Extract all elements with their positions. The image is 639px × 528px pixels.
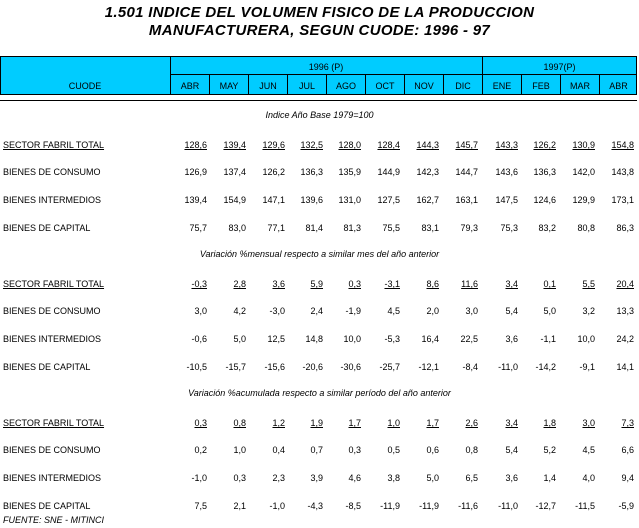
table-row [0, 473, 639, 485]
value-cell: 142,3 [416, 167, 439, 177]
value-cell: -9,1 [579, 362, 595, 372]
month-header: ABR [180, 81, 200, 91]
value-cell: 83,1 [421, 223, 439, 233]
header-rule [0, 100, 637, 101]
value-cell: 143,6 [495, 167, 518, 177]
value-cell: 1,0 [387, 418, 400, 428]
value-cell: 163,1 [455, 195, 478, 205]
value-cell: 81,4 [305, 223, 323, 233]
value-cell: 129,6 [262, 140, 285, 150]
value-cell: 16,4 [421, 334, 439, 344]
value-cell: 132,5 [300, 140, 323, 150]
value-cell: 2,1 [233, 501, 246, 511]
row-label: BIENES DE CONSUMO [3, 167, 101, 177]
value-cell: 3,6 [505, 334, 518, 344]
value-cell: 24,2 [616, 334, 634, 344]
value-cell: -14,2 [535, 362, 556, 372]
value-cell: 2,6 [465, 418, 478, 428]
month-header: AGO [335, 81, 356, 91]
value-cell: -5,9 [618, 501, 634, 511]
value-cell: -1,1 [540, 334, 556, 344]
value-cell: 143,8 [611, 167, 634, 177]
value-cell: 5,4 [505, 306, 518, 316]
value-cell: 0,3 [233, 473, 246, 483]
month-header: DIC [455, 81, 471, 91]
value-cell: 7,3 [621, 418, 634, 428]
table-row [0, 445, 639, 457]
value-cell: 135,9 [338, 167, 361, 177]
value-cell: 14,8 [305, 334, 323, 344]
value-cell: 136,3 [300, 167, 323, 177]
value-cell: 3,2 [582, 306, 595, 316]
value-cell: -8,5 [345, 501, 361, 511]
value-cell: 144,3 [416, 140, 439, 150]
month-header: JUN [259, 81, 277, 91]
row-label: SECTOR FABRIL TOTAL [3, 418, 105, 428]
value-cell: 3,4 [505, 418, 518, 428]
value-cell: 131,0 [338, 195, 361, 205]
value-cell: -15,6 [264, 362, 285, 372]
value-cell: 5,9 [310, 279, 323, 289]
value-cell: -0,3 [191, 279, 207, 289]
total-row [0, 140, 639, 152]
value-cell: 126,2 [262, 167, 285, 177]
value-cell: 3,4 [505, 279, 518, 289]
section-title: Variación %acumulada respecto a similar período del año anterior [188, 388, 451, 398]
value-cell: 127,5 [377, 195, 400, 205]
value-cell: 1,7 [426, 418, 439, 428]
value-cell: 12,5 [267, 334, 285, 344]
value-cell: 3,9 [310, 473, 323, 483]
value-cell: 4,5 [387, 306, 400, 316]
row-label: BIENES INTERMEDIOS [3, 195, 102, 205]
value-cell: -4,3 [307, 501, 323, 511]
value-cell: 5,0 [233, 334, 246, 344]
value-cell: 10,0 [577, 334, 595, 344]
value-cell: 0,3 [348, 279, 361, 289]
value-cell: 7,5 [194, 501, 207, 511]
value-cell: 1,9 [310, 418, 323, 428]
value-cell: 126,9 [184, 167, 207, 177]
value-cell: 80,8 [577, 223, 595, 233]
value-cell: 4,2 [233, 306, 246, 316]
value-cell: 136,3 [533, 167, 556, 177]
value-cell: 1,7 [348, 418, 361, 428]
row-label: SECTOR FABRIL TOTAL [3, 140, 105, 150]
value-cell: 2,0 [426, 306, 439, 316]
year-1997-label: 1997(P) [543, 62, 576, 72]
value-cell: 5,5 [582, 279, 595, 289]
value-cell: -3,1 [384, 279, 400, 289]
value-cell: 8,6 [426, 279, 439, 289]
value-cell: 128,4 [377, 140, 400, 150]
value-cell: 11,6 [461, 279, 478, 289]
value-cell: 154,9 [223, 195, 246, 205]
value-cell: -5,3 [384, 334, 400, 344]
value-cell: -12,7 [535, 501, 556, 511]
cuode-header: CUODE [68, 81, 102, 91]
value-cell: 147,1 [262, 195, 285, 205]
table-row [0, 362, 639, 374]
value-cell: 5,2 [543, 445, 556, 455]
value-cell: 145,7 [455, 140, 478, 150]
value-cell: -10,5 [186, 362, 207, 372]
value-cell: 3,8 [387, 473, 400, 483]
table-row [0, 501, 639, 513]
value-cell: 2,4 [310, 306, 323, 316]
value-cell: 79,3 [460, 223, 478, 233]
row-label: BIENES INTERMEDIOS [3, 473, 102, 483]
value-cell: 0,4 [272, 445, 285, 455]
value-cell: -25,7 [379, 362, 400, 372]
value-cell: 2,8 [233, 279, 246, 289]
value-cell: 0,5 [387, 445, 400, 455]
title-line-1: 1.501 INDICE DEL VOLUMEN FISICO DE LA PRODUCCION [104, 4, 535, 21]
value-cell: 3,0 [194, 306, 207, 316]
value-cell: 144,7 [455, 167, 478, 177]
value-cell: 4,5 [582, 445, 595, 455]
value-cell: 6,6 [621, 445, 634, 455]
row-label: BIENES DE CONSUMO [3, 306, 101, 316]
value-cell: 154,8 [611, 140, 634, 150]
value-cell: 4,0 [582, 473, 595, 483]
value-cell: 3,0 [582, 418, 595, 428]
source-note: FUENTE: SNE - MITINCI [3, 515, 104, 525]
value-cell: 143,3 [495, 140, 518, 150]
value-cell: 20,4 [616, 279, 634, 289]
value-cell: 1,4 [543, 473, 556, 483]
value-cell: -20,6 [302, 362, 323, 372]
value-cell: 128,0 [338, 140, 361, 150]
value-cell: 0,2 [194, 445, 207, 455]
month-header: NOV [414, 81, 434, 91]
value-cell: 0,8 [233, 418, 246, 428]
value-cell: 3,6 [505, 473, 518, 483]
value-cell: 3,0 [465, 306, 478, 316]
value-cell: 0,8 [465, 445, 478, 455]
value-cell: 173,1 [611, 195, 634, 205]
table-row [0, 223, 639, 235]
month-header: FEB [532, 81, 550, 91]
value-cell: -3,0 [269, 306, 285, 316]
value-cell: 75,5 [382, 223, 400, 233]
month-header: MAR [570, 81, 590, 91]
table-row [0, 167, 639, 179]
value-cell: 2,3 [272, 473, 285, 483]
value-cell: 4,6 [348, 473, 361, 483]
row-label: BIENES DE CAPITAL [3, 362, 91, 372]
year-1996-label: 1996 (P) [308, 62, 344, 72]
value-cell: 83,2 [538, 223, 556, 233]
total-row [0, 279, 639, 291]
value-cell: 1,8 [543, 418, 556, 428]
value-cell: -1,0 [191, 473, 207, 483]
value-cell: 10,0 [343, 334, 361, 344]
total-row [0, 418, 639, 430]
value-cell: -30,6 [340, 362, 361, 372]
value-cell: 1,0 [233, 445, 246, 455]
row-label: BIENES DE CONSUMO [3, 445, 101, 455]
value-cell: 144,9 [377, 167, 400, 177]
value-cell: 0,6 [426, 445, 439, 455]
value-cell: 5,0 [543, 306, 556, 316]
value-cell: -11,5 [575, 501, 595, 511]
value-cell: -8,4 [462, 362, 478, 372]
value-cell: 86,3 [616, 223, 634, 233]
value-cell: 137,4 [223, 167, 246, 177]
month-header: ABR [609, 81, 628, 91]
value-cell: -11,6 [458, 501, 478, 511]
value-cell: 77,1 [267, 223, 285, 233]
month-header: MAY [219, 81, 239, 91]
value-cell: 142,0 [572, 167, 595, 177]
value-cell: 126,2 [533, 140, 556, 150]
value-cell: -11,0 [498, 362, 518, 372]
row-label: BIENES DE CAPITAL [3, 223, 91, 233]
section-title: Variación %mensual respecto a similar mes del año anterior [199, 249, 440, 259]
value-cell: 75,3 [500, 223, 518, 233]
table-row [0, 334, 639, 346]
month-header: ENE [492, 81, 512, 91]
value-cell: -12,1 [418, 362, 439, 372]
value-cell: -11,9 [380, 501, 400, 511]
value-cell: 5,0 [426, 473, 439, 483]
title-line-2: MANUFACTURERA, SEGUN CUODE: 1996 - 97 [148, 22, 491, 39]
row-label: BIENES DE CAPITAL [3, 501, 91, 511]
value-cell: 139,6 [300, 195, 323, 205]
month-header: OCT [375, 81, 395, 91]
value-cell: 22,5 [460, 334, 478, 344]
value-cell: 14,1 [616, 362, 634, 372]
value-cell: 139,4 [184, 195, 207, 205]
value-cell: 3,6 [272, 279, 285, 289]
value-cell: 0,3 [348, 445, 361, 455]
month-header: JUL [298, 81, 315, 91]
value-cell: 0,1 [543, 279, 556, 289]
value-cell: 9,4 [621, 473, 634, 483]
value-cell: -1,0 [269, 501, 285, 511]
value-cell: -11,9 [419, 501, 439, 511]
value-cell: 162,7 [416, 195, 439, 205]
value-cell: 83,0 [228, 223, 246, 233]
value-cell: 0,3 [194, 418, 207, 428]
value-cell: 130,9 [572, 140, 595, 150]
value-cell: 129,9 [572, 195, 595, 205]
value-cell: -15,7 [225, 362, 246, 372]
value-cell: 128,6 [184, 140, 207, 150]
value-cell: 75,7 [189, 223, 207, 233]
value-cell: 147,5 [495, 195, 518, 205]
value-cell: -0,6 [191, 334, 207, 344]
table-row [0, 195, 639, 207]
section-title: Indice Año Base 1979=100 [265, 110, 374, 120]
value-cell: 139,4 [223, 140, 246, 150]
value-cell: 124,6 [533, 195, 556, 205]
row-label: BIENES INTERMEDIOS [3, 334, 102, 344]
value-cell: -1,9 [345, 306, 361, 316]
table-row [0, 306, 639, 318]
value-cell: 13,3 [616, 306, 634, 316]
value-cell: 5,4 [505, 445, 518, 455]
value-cell: 81,3 [343, 223, 361, 233]
value-cell: 6,5 [465, 473, 478, 483]
row-label: SECTOR FABRIL TOTAL [3, 279, 105, 289]
value-cell: -11,0 [498, 501, 518, 511]
value-cell: 1,2 [272, 418, 285, 428]
value-cell: 0,7 [310, 445, 323, 455]
